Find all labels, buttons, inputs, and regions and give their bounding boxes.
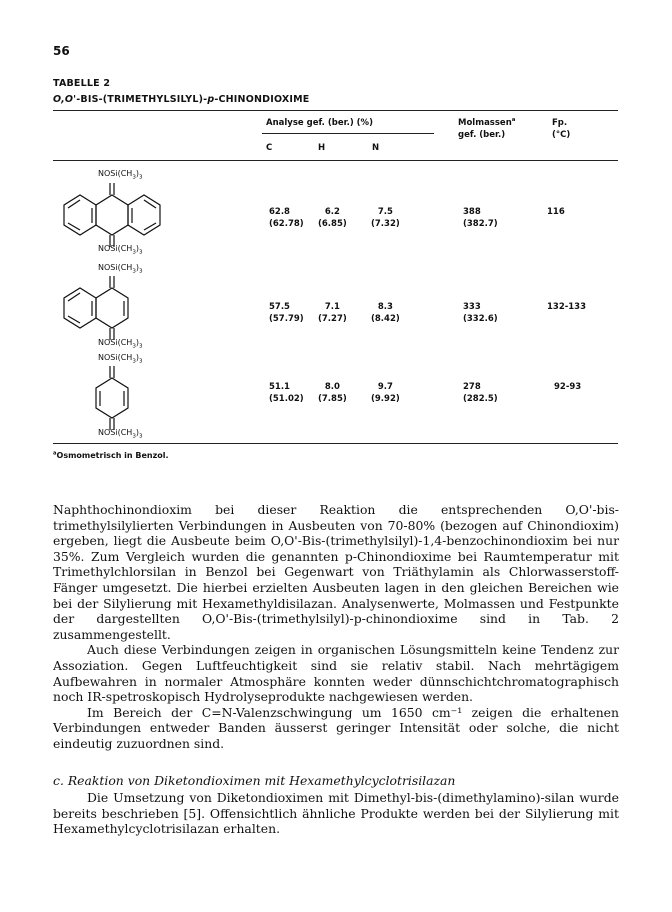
row2-n: 8.3 (8.42) <box>371 302 400 324</box>
row2-fp: 132-133 <box>547 302 587 312</box>
benzoquinone-dioxime-structure <box>82 366 142 430</box>
row2-mol: 333 (332.6) <box>463 302 498 324</box>
row1-c: 62.8 (62.78) <box>269 207 304 229</box>
paragraph-1: Naphthochinondioxim bei dieser Reaktion die entsprechenden O,O'-bis-trimethylsilylierten Verbindungen in Ausbeuten von 70-80% (bezogen auf Chinondioxim) ergeben, liegt die Ausbeute beim O,O'-Bis-(trimethylsilyl)-1,4-benzochinondioxim bei nur 35%. Zum Vergleich wurden die genannten p-Chinondioxime bei Raumtemperatur mit Trimethylchlorsilan in Benzol bei Gegenwart von Triäthylamin als Chlorwasserstoff-Fänger umgesetzt. Die hierbei erzielten Ausbeuten lagen in den gleichen Bereichen wie bei der Silylierung mit Hexamethyldisilazan. Analysenwerte, Molmassen und Festpunkte der dargestellten O,O'-Bis-(trimethylsilyl)-p-chinondioxime sind in Tab. 2 zusammengestellt. <box>53 502 619 642</box>
row1-h: 6.2 (6.85) <box>318 207 347 229</box>
row1-fp: 116 <box>547 207 565 217</box>
header-bottom-rule <box>53 160 618 161</box>
paragraph-4: Die Umsetzung von Diketondioximen mit Dimethyl-bis-(dimethylamino)-silan wurde bereits beschrieben [5]. Offensichtlich ähnliche Produkte werden bei der Silylierung mit Hexamethylcyclotrisilazan erhalten. <box>53 790 619 837</box>
structure2-bottom-label: $NOSi(CH_3)_3$ <box>98 338 143 350</box>
row1-n: 7.5 (7.32) <box>371 207 400 229</box>
header-n: N <box>372 143 380 153</box>
header-fp: Fp. <box>552 118 568 128</box>
anthracenedione-dioxime-structure <box>46 183 176 247</box>
header-molmassen: Molmassen$^a$ <box>458 117 516 128</box>
page-number: 56 <box>53 44 70 58</box>
body-text-section-c <box>53 790 619 837</box>
row3-n: 9.7 (9.92) <box>371 382 400 404</box>
section-heading: c. Reaktion von Diketondioximen mit Hexamethylcyclotrisilazan <box>53 773 456 788</box>
header-h: H <box>318 143 326 153</box>
header-analyse-rule <box>262 133 434 134</box>
structure1-bottom-label: $NOSi(CH_3)_3$ <box>98 244 143 256</box>
header-c: C <box>266 143 273 153</box>
structure1-top-label: $NOSi(CH_3)_3$ <box>98 169 143 181</box>
body-text-main <box>53 502 619 752</box>
row2-c: 57.5 (57.79) <box>269 302 304 324</box>
row2-h: 7.1 (7.27) <box>318 302 347 324</box>
header-fp-unit: (°C) <box>552 130 571 140</box>
table-bottom-rule <box>53 443 618 444</box>
row3-fp: 92-93 <box>554 382 582 392</box>
paragraph-2: Auch diese Verbindungen zeigen in organischen Lösungsmitteln keine Tendenz zur Assoziation. Gegen Luftfeuchtigkeit sind sie relativ stabil. Nach mehrtägigem Aufbewahren in normaler Atmosphäre konnten weder dünnschichtchromatographisch noch IR-spetroskopisch Hydrolyseprodukte nachgewiesen werden. <box>53 642 619 705</box>
row1-mol: 388 (382.7) <box>463 207 498 229</box>
table-top-rule <box>53 110 618 111</box>
naphthoquinone-dioxime-structure <box>46 276 156 340</box>
header-analyse: Analyse gef. (ber.) (%) <box>266 118 373 128</box>
structure3-top-label: $NOSi(CH_3)_3$ <box>98 353 143 365</box>
row3-mol: 278 (282.5) <box>463 382 498 404</box>
paragraph-3: Im Bereich der C=N-Valenzschwingung um 1650 cm⁻¹ zeigen die erhaltenen Verbindungen entweder Banden äusserst geringer Intensität oder solche, die nicht eindeutig zuzuordnen sind. <box>53 704 619 751</box>
table-footnote: $^a$Osmometrisch in Benzol. <box>53 450 169 460</box>
row3-c: 51.1 (51.02) <box>269 382 304 404</box>
table-title: O,O'-BIS-(TRIMETHYLSILYL)-p-CHINONDIOXIME <box>53 94 310 105</box>
header-mol-sub: gef. (ber.) <box>458 130 506 140</box>
structure2-top-label: $NOSi(CH_3)_3$ <box>98 263 143 275</box>
row3-h: 8.0 (7.85) <box>318 382 347 404</box>
table-label: TABELLE 2 <box>53 78 111 89</box>
structure3-bottom-label: $NOSi(CH_3)_3$ <box>98 428 143 440</box>
